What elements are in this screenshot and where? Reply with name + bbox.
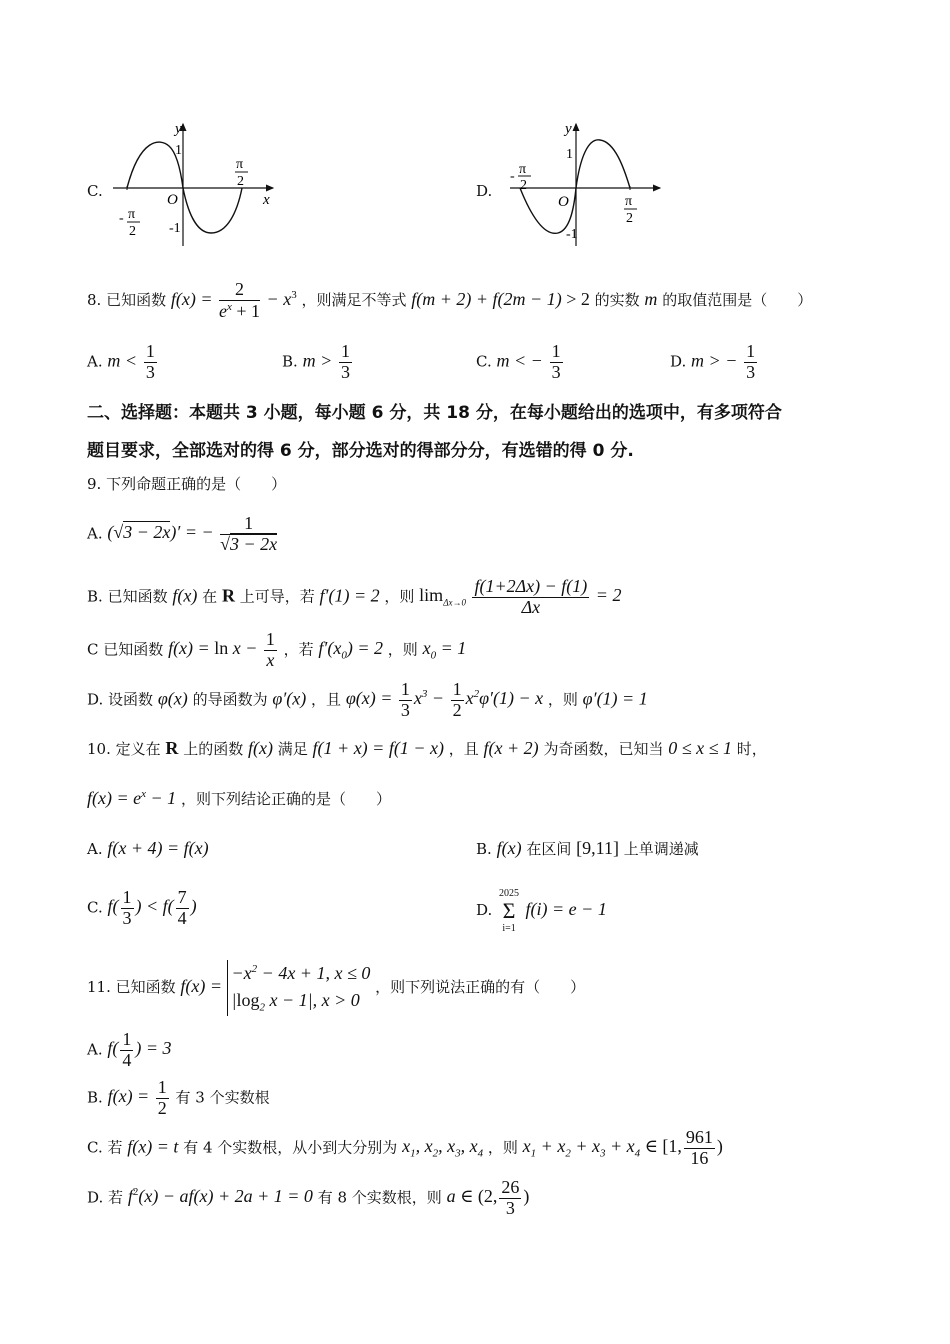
neg-pi-over-2-den: 2 <box>129 224 136 239</box>
q8-suffix: 的实数 <box>594 290 640 309</box>
q8-option-d[interactable]: D. m > − $\frac{1}{3}$ <box>670 341 756 382</box>
y-axis-label: y <box>565 121 572 137</box>
neg-sign: - <box>510 169 515 184</box>
q8-option-b[interactable]: B. m > $\frac{1}{3}$ <box>282 341 351 382</box>
q11-stem: 11. 已知函数 f(x) = $-x^2 - 4x + 1$, x ≤ 0 $|\log_2$ x − 1|, x > 0 ，则下列说法正确的有（ ） <box>87 960 585 1016</box>
q10-stem-line2: $f(x) = e^x - 1$ ，则下列结论正确的是（ ） <box>87 788 391 808</box>
neg-pi-over-2-num: π <box>128 207 136 222</box>
q8-option-a[interactable]: A. m < $\frac{1}{3}$ <box>87 341 155 382</box>
q8-end: 的取值范围是（ ） <box>662 290 813 309</box>
origin-label: O <box>167 192 178 208</box>
tick-one: 1 <box>175 143 182 158</box>
y-axis-label: y <box>175 121 182 137</box>
q9-option-a[interactable]: A. (√3 − 2x)′ = − $\frac{1}{√3 - 2x}$ <box>87 513 278 554</box>
q8-mid: ，则满足不等式 <box>301 290 407 309</box>
q8-inequality: f(m + 2) + f(2m − 1) > 2 <box>411 288 590 309</box>
neg-pi-over-2-den: 2 <box>520 178 527 193</box>
graph-d-label: D. <box>476 182 493 200</box>
q8-function-formula: f(x) = $\frac{2}{e^x + 1}$ − $x^3$ <box>170 279 297 321</box>
q10-option-b[interactable]: B. f(x) 在区间 [9,11] 上单调递减 <box>476 838 699 858</box>
q9-option-b[interactable]: B. 已知函数 f(x) 在 R 上可导，若 f′(1) = 2 ，则 $\lim_{\Delta x\to 0}$ $\frac{f(1+2\Delta x) - f(1)}{\Delta x}$ = 2 <box>87 576 622 617</box>
graph-c-label: C. <box>87 182 103 200</box>
q8-prefix: 8. 已知函数 <box>87 290 167 309</box>
q10-option-d[interactable]: D. 2025 Σ i=1 f(i) = e − 1 <box>476 888 607 935</box>
graph-d-sine-plot <box>500 118 670 253</box>
q9-stem: 9. 下列命题正确的是（ ） <box>87 475 287 493</box>
sine-curve <box>520 140 633 233</box>
neg-pi-over-2-num: π <box>519 162 527 177</box>
q11-option-b[interactable]: B. f(x) = $\frac{1}{2}$ 有 3 个实数根 <box>87 1077 270 1118</box>
question-8: 8. 已知函数 f(x) = $\frac{2}{e^x + 1}$ − $x^3$ ，则满足不等式 f(m + 2) + f(2m − 1) > 2 的实数 m 的取值范围是（ ） <box>87 279 813 321</box>
q9-option-c[interactable]: C 已知函数 f(x) = ln x − $\frac{1}{x}$ ，若 $f'(x_0) = 2$ ，则 $x_0 = 1$ <box>87 629 467 670</box>
pi-over-2-den: 2 <box>237 174 244 189</box>
pi-over-2-den: 2 <box>626 211 633 226</box>
q10-stem-line1: 10. 定义在 R 上的函数 f(x) 满足 f(1 + x) = f(1 − x) ，且 f(x + 2) 为奇函数，已知当 0 ≤ x ≤ 1 时， <box>87 738 767 758</box>
tick-neg-one: -1 <box>169 221 181 236</box>
q11-option-a[interactable]: A. f( $\frac{1}{4}$ ) = 3 <box>87 1029 172 1070</box>
q11-option-c[interactable]: C. 若 f(x) = t 有 4 个实数根，从小到大分别为 $x_1$, $x_2$, $x_3$, $x_4$ ，则 $x_1 + x_2 + x_3 + x_4$ ∈ [1, $\frac{961}{16}$ ) <box>87 1127 723 1168</box>
section-2-heading: 二、选择题：本题共 3 小题，每小题 6 分，共 18 分，在每小题给出的选项中，有多项符合 <box>87 403 782 423</box>
graph-c-sine-plot <box>105 118 285 253</box>
tick-neg-one: -1 <box>566 227 578 242</box>
q10-option-a[interactable]: A. f(x + 4) = f(x) <box>87 838 209 858</box>
q8-option-c[interactable]: C. m < − $\frac{1}{3}$ <box>476 341 561 382</box>
section-2-heading-cont: 题目要求，全部选对的得 6 分，部分选对的得部分分，有选错的得 0 分. <box>87 441 634 461</box>
origin-label: O <box>558 194 569 210</box>
pi-over-2-num: π <box>236 157 244 172</box>
q10-option-c[interactable]: C. f( $\frac{1}{3}$ ) < f( $\frac{7}{4}$ ) <box>87 887 197 928</box>
x-axis-label: x <box>263 192 270 208</box>
pi-over-2-num: π <box>625 194 633 209</box>
tick-one: 1 <box>566 147 573 162</box>
neg-sign: - <box>119 211 124 226</box>
q11-option-d[interactable]: D. 若 $f^2(x) - af(x) + 2a + 1 = 0$ 有 8 个实数根，则 a ∈ (2, $\frac{26}{3}$ ) <box>87 1177 530 1218</box>
q9-option-d[interactable]: D. 设函数 φ(x) 的导函数为 φ′(x) ，且 φ(x) = $\frac{1}{3}$ $x^3$ − $\frac{1}{2}$ $x^2\varphi'(1) - x$ ，则 φ′(1) = 1 <box>87 679 648 720</box>
